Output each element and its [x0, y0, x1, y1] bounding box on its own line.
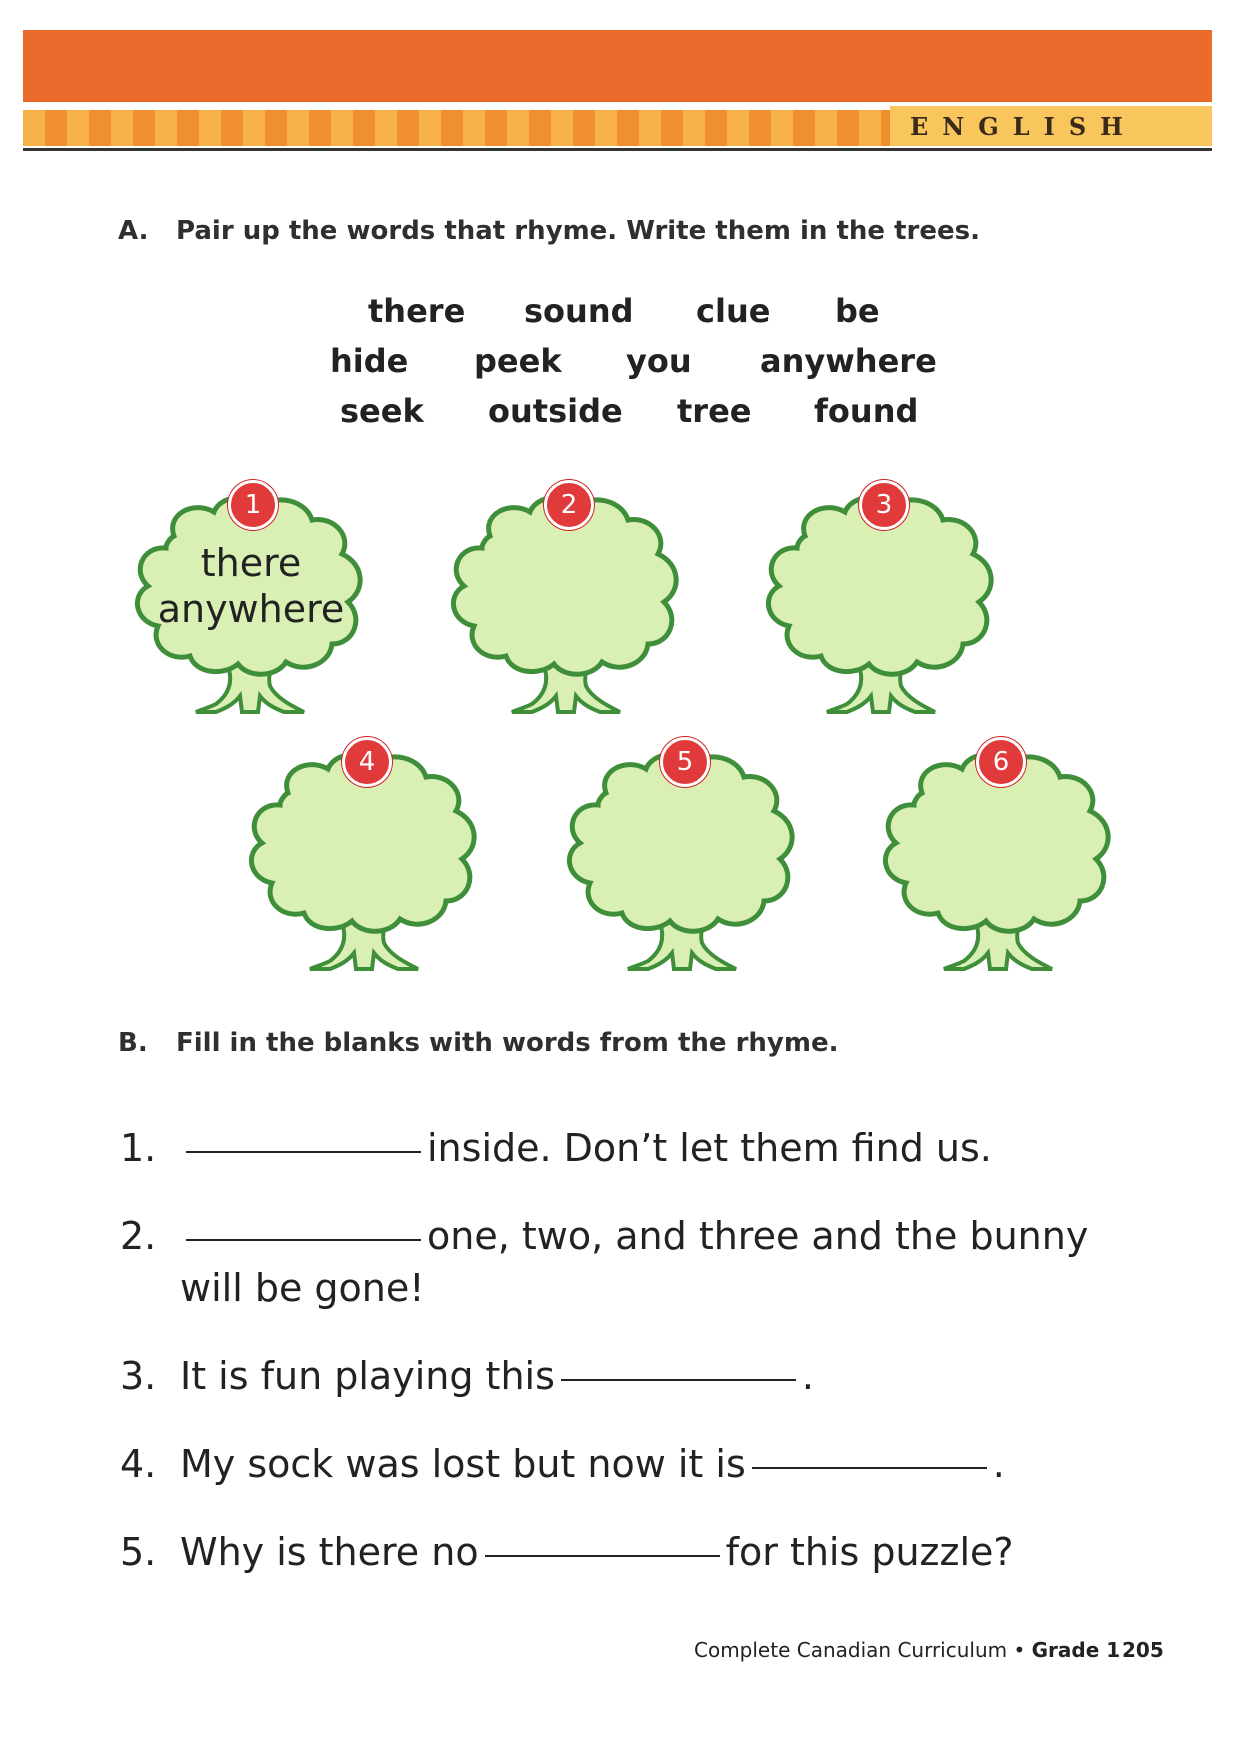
answer-blank[interactable] — [186, 1141, 421, 1153]
sentence-text: It is fun playing this — [180, 1354, 555, 1398]
sentence-end: . — [992, 1442, 1005, 1486]
page-number: 205 — [1122, 1638, 1164, 1662]
footer-grade: Grade 1 — [1031, 1638, 1121, 1662]
section-a-letter: A. — [118, 216, 149, 246]
answer-tree-2[interactable] — [432, 478, 702, 718]
answer-tree-5[interactable] — [548, 735, 818, 975]
sentence-number: 5. — [120, 1530, 157, 1574]
sentence-number: 2. — [120, 1214, 157, 1258]
word-bank-word: tree — [677, 392, 752, 430]
answer-blank[interactable] — [485, 1545, 720, 1557]
section-a-instruction: Pair up the words that rhyme. Write them in the trees. — [176, 216, 980, 246]
section-b-instruction: Fill in the blanks with words from the rhyme. — [176, 1028, 839, 1058]
sentence-text: My sock was lost but now it is — [180, 1442, 746, 1486]
sentence-number: 4. — [120, 1442, 157, 1486]
word-bank-word: outside — [488, 392, 623, 430]
word-bank-word: anywhere — [760, 342, 937, 380]
sentence-text: inside. Don’t let them find us. — [427, 1126, 992, 1170]
sentence-end: . — [801, 1354, 814, 1398]
tree-answer-word: there — [200, 541, 302, 585]
answer-blank[interactable] — [752, 1457, 987, 1469]
word-bank-word: sound — [524, 292, 634, 330]
tree-number-badge: 4 — [342, 737, 392, 787]
word-bank-word: clue — [696, 292, 771, 330]
word-bank-word: be — [835, 292, 880, 330]
sentence-number: 3. — [120, 1354, 157, 1398]
sentence-5 — [120, 1526, 1014, 1578]
tree-number-badge: 6 — [976, 737, 1026, 787]
answer-blank[interactable] — [186, 1229, 421, 1241]
tree-answer-word: anywhere — [157, 587, 345, 631]
sentence-number: 1. — [120, 1126, 157, 1170]
word-bank-word: seek — [340, 392, 424, 430]
answer-tree-3[interactable] — [747, 478, 1017, 718]
sentence-text: one, two, and three and the bunny — [427, 1214, 1089, 1258]
tree-number-badge: 2 — [544, 480, 594, 530]
answer-tree-6[interactable] — [864, 735, 1134, 975]
sentence-3 — [120, 1350, 814, 1402]
section-b-letter: B. — [118, 1028, 148, 1058]
word-bank-word: there — [368, 292, 466, 330]
footer-book-title: Complete Canadian Curriculum — [694, 1638, 1008, 1662]
word-bank-word: you — [626, 342, 692, 380]
subject-tab — [890, 106, 1212, 146]
tree-number-badge: 3 — [859, 480, 909, 530]
word-bank-word: found — [814, 392, 919, 430]
answer-blank[interactable] — [561, 1369, 796, 1381]
header-underline — [23, 148, 1212, 151]
answer-tree-1[interactable] — [116, 478, 386, 718]
tree-number-badge: 1 — [228, 480, 278, 530]
word-bank-word: hide — [330, 342, 409, 380]
subject-label: ENGLISH — [910, 111, 1137, 141]
header-band — [23, 30, 1212, 106]
sentence-text-line2: will be gone! — [180, 1266, 425, 1310]
answer-tree-4[interactable] — [230, 735, 500, 975]
word-bank-word: peek — [474, 342, 562, 380]
section-a-heading — [118, 216, 980, 246]
sentence-end: for this puzzle? — [725, 1530, 1014, 1574]
footer-separator: • — [1013, 1638, 1026, 1662]
sentence-2 — [120, 1210, 1088, 1314]
sentence-text: Why is there no — [180, 1530, 479, 1574]
sentence-1 — [120, 1122, 992, 1174]
section-b-heading — [118, 1028, 838, 1058]
sentence-4 — [120, 1438, 1005, 1490]
tree-number-badge: 5 — [660, 737, 710, 787]
footer-book-info — [694, 1638, 1120, 1662]
